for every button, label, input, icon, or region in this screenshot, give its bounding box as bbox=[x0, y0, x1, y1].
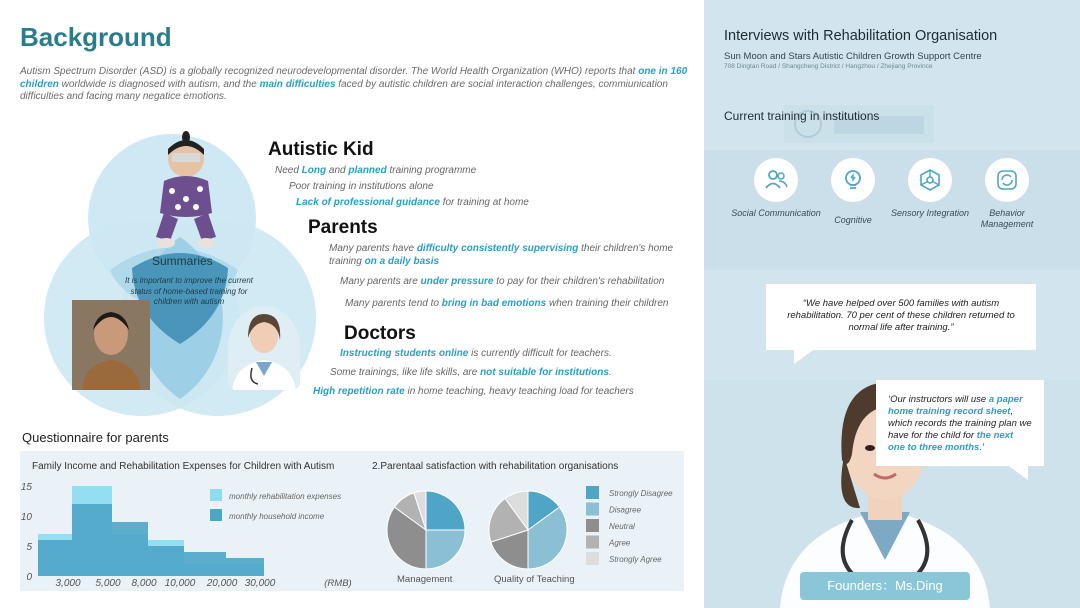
kid-line-2: Poor training in institutions alone bbox=[289, 181, 434, 192]
y-tick-label: 0 bbox=[26, 572, 32, 583]
parent-photo bbox=[72, 300, 150, 390]
pie-legend-swatch bbox=[586, 519, 599, 532]
autistic-kid-heading: Autistic Kid bbox=[268, 139, 374, 160]
bar-income bbox=[184, 552, 226, 576]
parents-line-2: training on a daily basis bbox=[329, 256, 440, 267]
x-tick-label: 3,000 bbox=[55, 578, 81, 588]
parents-line-3: Many parents are under pressure to pay for their children's rehabilitation bbox=[340, 276, 665, 287]
pie-label-management: Management bbox=[397, 574, 453, 585]
pie-legend-swatch bbox=[586, 552, 599, 565]
questionnaire-title: Questionnaire for parents bbox=[22, 430, 169, 445]
people-icon bbox=[754, 158, 798, 202]
pie-legend-swatch bbox=[586, 503, 599, 516]
pie-legend-swatch bbox=[586, 536, 599, 549]
quote-bubble-2-tail bbox=[1006, 464, 1030, 482]
refresh-icon bbox=[985, 158, 1029, 202]
pie-legend-label: Agree bbox=[609, 538, 631, 548]
intro-paragraph bbox=[20, 66, 688, 104]
bar-income bbox=[112, 522, 148, 576]
legend-label: monthly rehabilitation expenses bbox=[229, 492, 342, 501]
legend-swatch bbox=[210, 489, 222, 501]
legend-swatch bbox=[210, 509, 222, 521]
pie-legend-label: Disagree bbox=[609, 505, 642, 515]
chart2-title: 2.Parentaal satisfaction with rehabilitation organisations bbox=[372, 461, 619, 472]
x-tick-label: 20,000 bbox=[206, 578, 238, 588]
network-icon bbox=[908, 158, 952, 202]
doctors-heading: Doctors bbox=[344, 323, 416, 344]
pie-legend-label: Strongly Disagree bbox=[609, 489, 673, 498]
bar-income bbox=[226, 558, 264, 576]
interview-panel bbox=[704, 0, 1080, 608]
x-tick-label: 8,000 bbox=[131, 578, 157, 588]
summaries-text: It is important to improve the current status of home-based training for children with autism bbox=[124, 276, 254, 306]
questionnaire-charts bbox=[20, 476, 684, 588]
intro-text-1: Autism Spectrum Disorder (ASD) is a globally recognized neurodevelopmental disorder. The World Health Organization (WHO) reports that bbox=[20, 66, 639, 77]
training-title: Current training in institutions bbox=[724, 109, 880, 123]
quote-bubble-1: “We have helped over 500 families with autism rehabilitation. 70 per cent of these children returned to normal life after training.” bbox=[766, 284, 1036, 350]
bar-income bbox=[72, 504, 112, 576]
kid-line-3: Lack of professional guidance for training at home bbox=[296, 197, 529, 208]
summaries-title: Summaries bbox=[152, 254, 213, 268]
interview-title: Interviews with Rehabilitation Organisation bbox=[724, 28, 998, 44]
quote-bubble-1-tail bbox=[794, 348, 818, 366]
x-axis-label: (RMB) bbox=[324, 578, 352, 588]
parents-line-4: Many parents tend to bring in bad emotions when training their children bbox=[345, 298, 669, 309]
intro-highlight-2: main difficulties bbox=[259, 78, 336, 90]
icon-label-social: Social Communication bbox=[731, 208, 821, 218]
bar-income bbox=[38, 540, 72, 576]
centre-name: Sun Moon and Stars Autistic Children Growth Support Centre bbox=[724, 51, 982, 62]
centre-address: 708 Dingtan Road / Shangcheng District / Hangzhou / Zhejiang Province bbox=[724, 63, 933, 70]
chart1-title: Family Income and Rehabilitation Expenses for Children with Autism bbox=[32, 461, 335, 472]
lightbulb-icon bbox=[831, 158, 875, 202]
intro-highlight-1: one in 160 children bbox=[20, 66, 688, 90]
kid-line-1: Need Long and planned training programme bbox=[275, 165, 477, 176]
pie-label-quality: Quality of Teaching bbox=[494, 574, 575, 585]
icon-label-behavior: Behavior Management bbox=[980, 208, 1034, 229]
legend-label: monthly household income bbox=[229, 512, 325, 521]
pie-legend-swatch bbox=[586, 486, 599, 499]
x-tick-label: 30,000 bbox=[244, 578, 276, 588]
x-tick-label: 10,000 bbox=[164, 578, 196, 588]
y-tick-label: 5 bbox=[26, 542, 32, 553]
quote-bubble-2: ‘Our instructors will use a paper home training record sheet, which records the training plan we have for the child for the next one to three months.’ bbox=[876, 380, 1044, 466]
bar-income bbox=[148, 546, 184, 576]
pie-slice bbox=[426, 530, 465, 569]
page-title: Background bbox=[20, 22, 172, 52]
parents-line-1: Many parents have difficulty consistently supervising their children's home bbox=[329, 243, 674, 254]
intro-text-3: faced by autistic children are social interaction challenges, commiunication difficulties and facing many negatice emotions. bbox=[20, 78, 668, 102]
icon-label-cognitive: Cognitive bbox=[834, 215, 872, 225]
doctors-line-3: High repetition rate in home teaching, heavy teaching load for teachers bbox=[313, 386, 634, 397]
parents-heading: Parents bbox=[308, 217, 378, 238]
doctor-photo bbox=[228, 306, 300, 390]
pie-slice bbox=[426, 491, 465, 530]
pie-legend-label: Strongly Agree bbox=[609, 555, 662, 564]
doctors-line-1: Instructing students online is currently difficult for teachers. bbox=[340, 348, 612, 359]
y-tick-label: 15 bbox=[20, 482, 32, 493]
founders-badge: Founders：Ms.Ding bbox=[800, 572, 970, 600]
pie-legend-label: Neutral bbox=[609, 522, 635, 531]
x-tick-label: 5,000 bbox=[95, 578, 121, 588]
intro-text-2: worldwide is diagnosed with autism, and the bbox=[58, 78, 260, 90]
doctors-line-2: Some trainings, like life skills, are not suitable for institutions. bbox=[330, 367, 612, 378]
y-tick-label: 10 bbox=[20, 512, 32, 523]
icon-label-sensory: Sensory Integration bbox=[890, 208, 970, 218]
autistic-kid-photo bbox=[150, 125, 222, 253]
